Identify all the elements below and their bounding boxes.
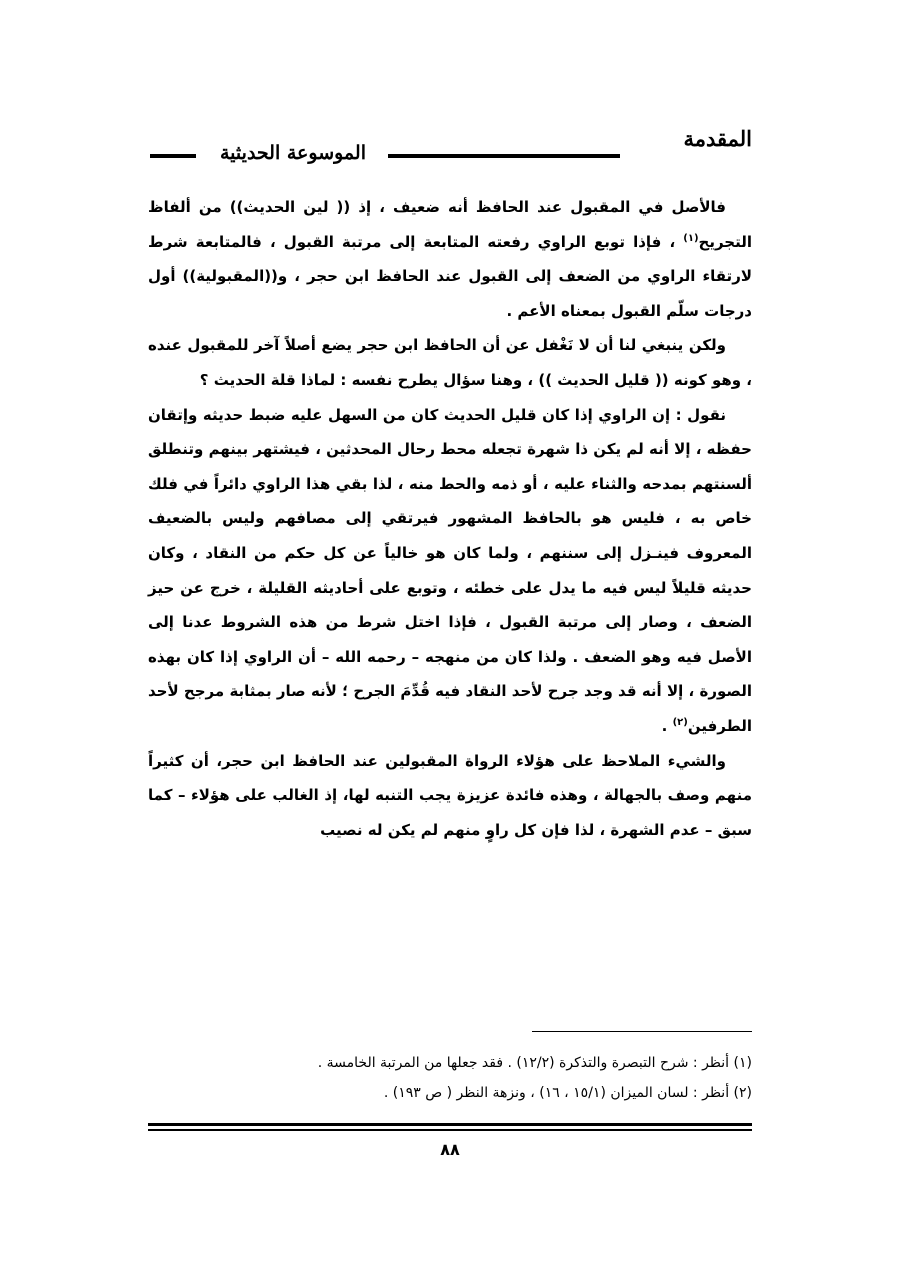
footnote-2: (٢) أنظر : لسان الميزان (١٥/١ ، ١٦) ، ونزهة النظر ( ص ١٩٣) .: [383, 1085, 752, 1101]
footer-rule-top: [148, 1123, 752, 1126]
paragraph-4-text: والشيء الملاحظ على هؤلاء الرواة المقبولين عند الحافظ ابن حجر، أن كثيراً منهم وصف بالجهالة ، وهذه فائدة عزيزة يجب التنبه لها، إذ الغالب على هؤلاء – كما سبق – عدم الشهرة ، لذا فإن كل راوٍ منهم لم يكن له نصيب: [148, 751, 752, 839]
paragraph-1-text-a: فالأصل في المقبول عند الحافظ أنه ضعيف ، إذ (( لين الحديث)) من ألفاظ التجريح: [148, 198, 752, 251]
header-rule-short: [150, 154, 196, 158]
footnote-separator: [532, 1031, 752, 1032]
paragraph-4: [148, 744, 752, 848]
running-header: [148, 118, 752, 168]
paragraph-1: [148, 190, 752, 328]
paragraph-3: [148, 398, 752, 744]
body-text: [148, 190, 752, 847]
paragraph-1-text-b: ، فإذا توبع الراوي رفعته المتابعة إلى مرتبة القبول ، فالمتابعة شرط لارتقاء الراوي من الضعف إلى القبول عند الحافظ ابن حجر ، و((المقبولية)) أول درجات سلّم القبول بمعناه الأعم .: [148, 232, 752, 320]
section-title: المقدمة: [683, 126, 752, 151]
series-title: الموسوعة الحديثية: [220, 142, 366, 164]
footnote-ref-2: (٢): [672, 716, 688, 728]
header-rule-long: [388, 154, 620, 158]
footnote-1: (١) أنظر : شرح التبصرة والتذكرة (١٢/٢) . فقد جعلها من المرتبة الخامسة .: [317, 1055, 752, 1071]
paragraph-2-text: ولكن ينبغي لنا أن لا نَغْفل عن أن الحافظ ابن حجر يضع أصلاً آخر للمقبول عنده ، وهو كونه (( قليل الحديث )) ، وهنا سؤال يطرح نفسه : لماذا قلة الحديث ؟: [148, 336, 752, 389]
paragraph-3-text-b: .: [661, 716, 673, 735]
footnotes: [148, 1048, 752, 1108]
page-number: ٨٨: [440, 1140, 460, 1159]
paragraph-2: [148, 328, 752, 397]
paragraph-3-text-a: نقول : إن الراوي إذا كان قليل الحديث كان من السهل عليه ضبط حديثه وإتقان حفظه ، إلا أنه لم يكن ذا شهرة تجعله محط رحال المحدثين ، فيشتهر بينهم وتنطلق ألسنتهم بمدحه والثناء عليه ، أو ذمه والحط منه ، لذا بقي هذا الراوي دائراً في فلك خاص به ، فليس هو بالحافظ المشهور فيرتقي إلى مصافهم وليس بالضعيف المعروف فينـزل إلى سننهم ، ولما كان هو خالياً عن كل حكم من النقاد ، وكان حديثه قليلاً ليس فيه ما يدل على خطئه ، وتوبع على أحاديثه القليلة ، خرج عن حيز الضعف ، وصار إلى مرتبة القبول ، فإذا اختل شرط من هذه الشروط عدنا إلى الأصل فيه وهو الضعف . ولذا كان من منهجه – رحمه الله – أن الراوي إذا كان بهذه الصورة ، إلا أنه قد وجد جرح لأحد النقاد فيه قُدِّمَ الجرح ؛ لأنه صار بمثابة مرجح لأحد الطرفين: [148, 405, 752, 735]
footnote-ref-1: (١): [683, 232, 699, 244]
footer-rule-bottom: [148, 1129, 752, 1131]
